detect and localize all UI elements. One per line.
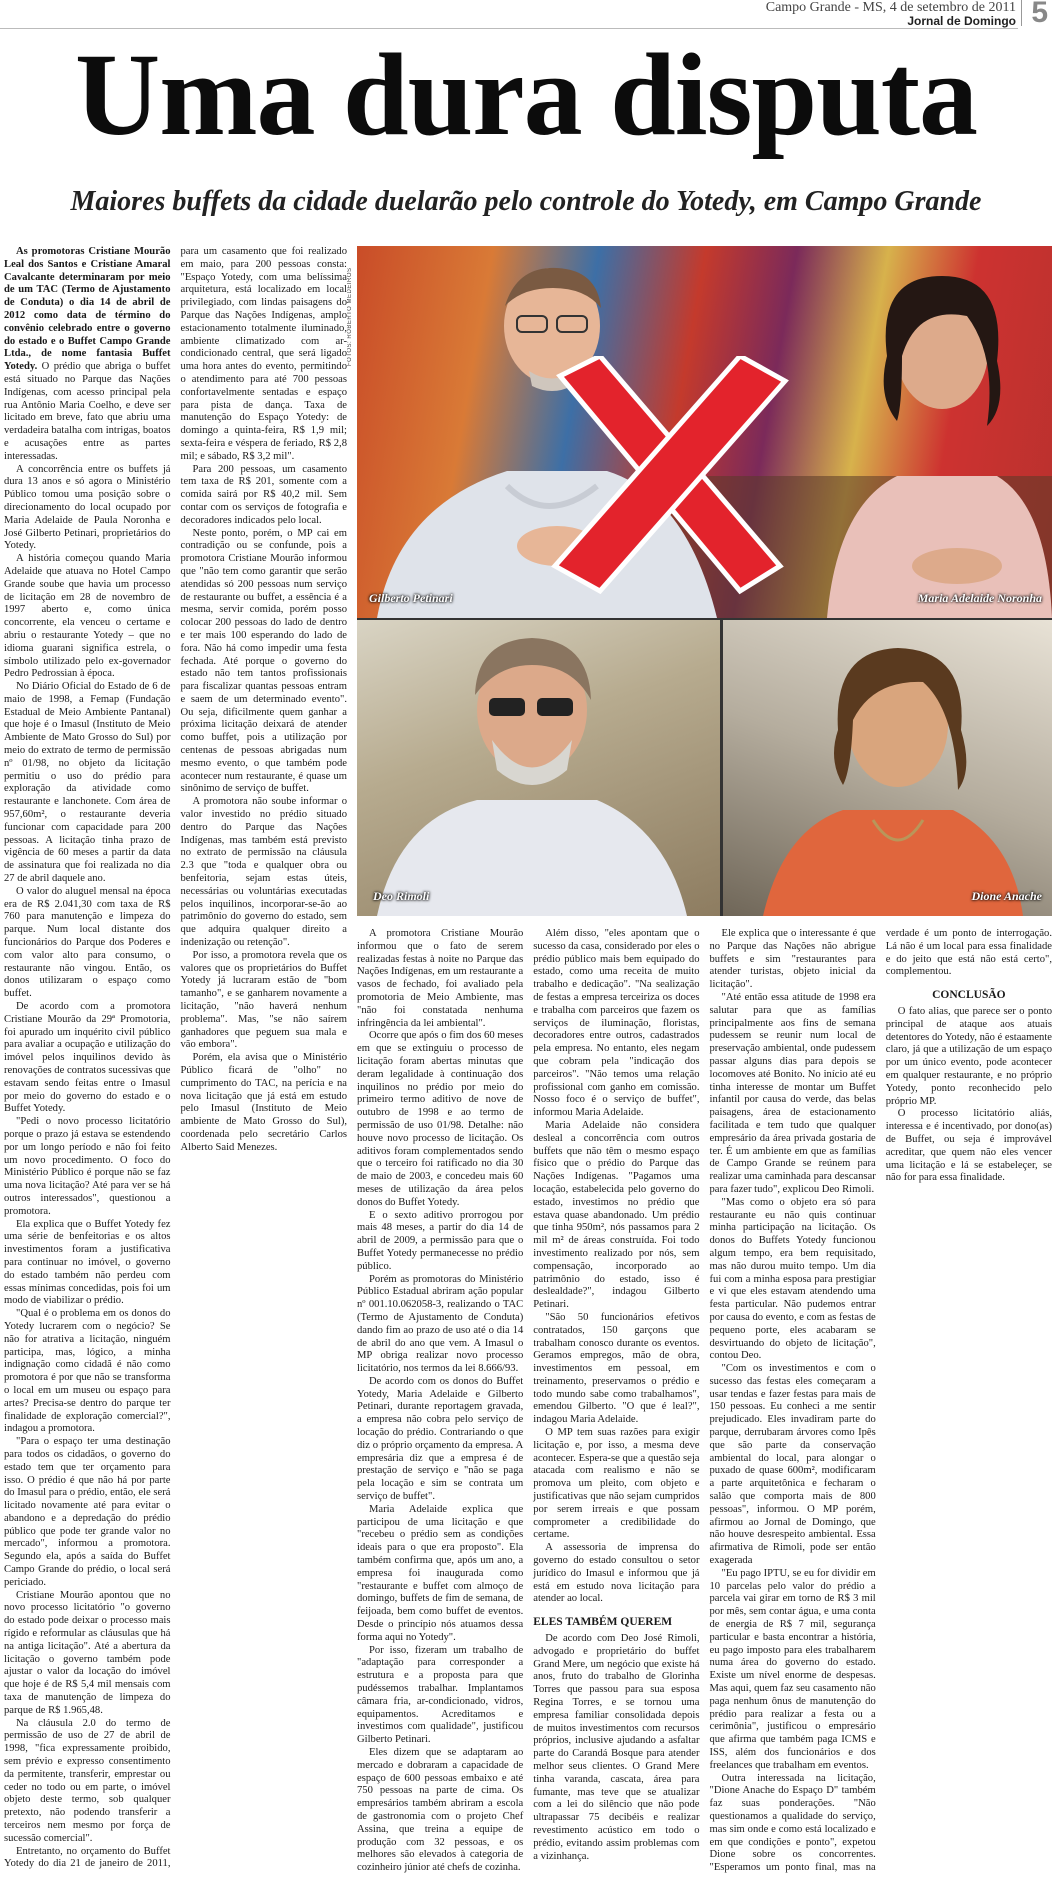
photo-collage (357, 246, 1052, 916)
article-text-left (4, 246, 347, 1876)
caption-dione-anache: Dione Anache (971, 889, 1042, 903)
section-heading-conclusao: CONCLUSÃO (932, 989, 1006, 1002)
header-divider (1021, 0, 1022, 26)
article-paragraph: De acordo com Deo José Rimoli, advogado e proprietário do buffet Grand Mere, um negócio que existe há anos, fruto do trabalho de Glorinha Torres que passou para sua esposa Regina Torres, e se tornou uma empresa familiar consolidada depois de muitos investimentos com recursos próprios, inclusive ajudando a asfaltar parte do Carandá Bosque para atender melhor seus clientes. O Grand Mere tinha varanda, cascata, área para fumante, mas teve que se atualizar com a lei do silêncio que não pode ultrapassar 75 decibéis e realizar revestimento acústico em todo o prédio, evitando assim problemas com a vizinhança. (533, 1633, 700, 1862)
article-paragraph: A promotora não soube informar o valor investido no prédio situado dentro do Parque das Nações Indígenas, mas também está previsto no extrato de permissão na cláusula 2.3 que "toda e qualquer obra ou benfeitoria, sejam estas úteis, necessárias ou voluntárias executadas pelos inquilinos, incorporar-se-ão ao patrimônio do governo do estado, sem que adquira qualquer direito a indenização ou retenção". (180, 796, 347, 949)
article-paragraph: A promotora Cristiane Mourão informou que o fato de serem realizadas festas à noite no Parque das Nações Indígenas, em um restaurante a vasos de fechado, foi avaliado pela promotoria de Meio Ambiente, mas "não foi constatada nenhuma infringência da lei ambiental". (357, 928, 524, 1029)
article-paragraph: Por isso, fizeram um trabalho de "adaptação para corresponder a estrutura e a proposta para que pudéssemos trabalhar. Implantamos câmara fria, ar-condicionado, vidros, equipamentos. Acreditamos e investimos com qualidade", justificou Gilberto Petinari. (357, 1644, 524, 1746)
dione-anache-illustration (723, 620, 1052, 916)
article-paragraph: Maria Adelaide explica que participou de uma licitação e que "recebeu o prédio sem as condições ideais para o que era proposto". Ela também confirma que, após um ano, a empresa foi inaugurada como "restaurante e buffet com almoço de domingo, buffets de fim de semana, de feijoada, bem como buffet de eventos. Desde o princípio nós atuamos dessa forma aqui no Yotedy". (357, 1503, 524, 1643)
article-paragraph: Por isso, a promotora revela que os valores que os proprietários do Buffet Yotedy já lucraram estão de "bom tamanho", e se ganharem novamente a licitação, "não haverá nenhum problema". Mas, "se não saírem ganhadores que peguem sua mala e vão embora". (180, 949, 347, 1051)
article-paragraph: A assessoria de imprensa do governo do estado consultou o setor jurídico do Imasul e informou que já está em estudo nova licitação para atender ao local. (533, 1542, 700, 1605)
article-text-right (357, 928, 1052, 1878)
red-x-mark (555, 356, 785, 591)
article-paragraph: "São 50 funcionários efetivos contratados, 150 garçons que trabalham conosco durante os eventos. Geramos empregos, mão de obra, investimentos em pessoal, em treinamento, preservamos o prédio e todo mundo sabe como trabalhamos", emendou Gilberto. "O que é leal?", indagou Maria Adelaide. (533, 1311, 700, 1426)
article-paragraph: Ela explica que o Buffet Yotedy fez uma série de benfeitorias e os altos investimentos foram a justificativa para continuar no imóvel, o governo do estado também não perdeu com essas mínimas concedidas, pois foi um modo de viabilizar o prédio. (4, 1218, 171, 1307)
article-paragraph: "Qual é o problema em os donos do Yotedy lucrarem com o negócio? Se não for atrativa a licitação, ninguém participa, mas, lógico, a minha indignação como cidadã é não como promotora é por que não se transforma o local em um museu ou espaço para artes? Precisa-se dentro do parque ter finalidade de exploração comercial?", indagou a promotora. (4, 1308, 171, 1435)
red-x-icon (540, 356, 800, 596)
article-paragraph: Além disso, "eles apontam que o sucesso da casa, considerado por eles o prédio público mais bem equipado do estado, como uma receita de muito trabalho e dedicação". "Na sealização de festas a empresa terceiriza os doces e trabalha com parceiros que fazem os serviços de iluminação, floristas, decoradores entre outros, cadastrados pela empresa. No entanto, eles negam que cobram pela "indicação dos parceiros". "Não temos uma relação profissional com ganho em comissão. Nosso foco é o serviço de buffet", informou Maria Adelaide. (533, 928, 700, 1119)
article-paragraph: E o sexto aditivo prorrogou por mais 48 meses, a partir do dia 14 de abril de 2009, a permissão para que o Buffet Yotedy permanecesse no prédio público. (357, 1209, 524, 1272)
page-header (0, 0, 1052, 30)
subheadline: Maiores buffets da cidade duelarão pelo controle do Yotedy, em Campo Grande (70, 186, 982, 217)
article-paragraph: Maria Adelaide não considera desleal a concorrência com outros buffets que não têm o mesmo espaço físico que o prédio do Parque das Nações Indígenas. "Pagamos uma locação, estabelecida pelo governo do estado, investimos no prédio que estava quase abandonado. Um prédio que tinha 950m², nós passamos para 2 mil m² de áreas construída. Foi todo investimento realizado por nós, sem compensação, incorporado ao patrimônio do estado, isso é deslealdade?", indagou Gilberto Petinari. (533, 1119, 700, 1311)
article-paragraph: Ocorre que após o fim dos 60 meses em que se extinguiu o processo de licitação foram abertas minutas que deram legalidade à continuação dos inquilinos no prédio por meio do primeiro termo aditivo de nove de outubro de 1998 e ao termo de permissão de uso 01/98. Detalhe: não houve novo processo de licitação. Os aditivos foram complementados sendo que o terceiro foi ratificado no dia 30 de maio de 2003, e concedeu mais 60 meses de utilização da área pelos donos do Buffet Yotedy. (357, 1030, 524, 1208)
article-paragraph: "Com os investimentos e com o sucesso das festas eles começaram a usar tendas e fazer festas para mais de 150 pessoas. Eu conheci a me sentir prejudicado. Eles invadiram parte do parque, derrubaram árvores como Ipês que são parte da conservação ambiental do local, para alongar o puxado de quase 600m², modificaram a parte arquitetônica e fecharam o salão que comporta mais de 800 pessoas", informou. O MP porém, afirmou ao Jornal de Domingo, que não houve desrespeito ambiental. Essa afirmativa de Rimoli, pode ser então exagerada (709, 1363, 876, 1567)
article-paragraph: Neste ponto, porém, o MP cai em contradição ou se confunde, pois a promotora Cristiane Mourão informou que "não tem como garantir que serão atendidas só 200 pessoas num serviço de restaurante ou buffet, a essência é a mesma, servir comida, porém posso colocar 200 pessoas do lado de dentro e ter mais 100 esperando do lado de fora. Não há como impedir uma festa fechada. Até porque o governo do estado não tem tantos profissionais para fiscalizar quantas pessoas entram e saem de um determinado evento". Ou seja, dificilmente quem ganhar a próxima licitação deixará de atender como buffet, pois a utilização por centenas de pessoas abrigadas num mesmo evento, o que também pode acontecer num restaurante, é quase um sinônimo de serviço de buffet. (180, 527, 347, 795)
article-paragraph: "Até então essa atitude de 1998 era salutar para que as famílias principalmente aos fins de semana pudessem se reunir num local de preservação ambiental, onde pudessem passar alguns dias para depois se locomoves até Bonito. No início até eu tinha interesse de montar um Buffet infantil por causa do verde, das belas paisagens, área de estacionamento facilitada e tem tudo que qualquer empresário da área privada gostaria de ter. É um ambiente em que as famílias de Campo Grande se reúnem para realizar uma caminhada para descansar para fazer tudo", explicou Deo Rimoli. (709, 991, 876, 1195)
photo-dione-anache (723, 620, 1052, 916)
article-paragraph: Entretanto, no orçamento do Buffet Yotedy do dia 21 de janeiro de 2011, para um casamento que foi realizado em maio, para 200 pessoas consta: "Espaço Yotedy, com uma belíssima arquitetura, está localizado em local privilegiado, com lindas paisagens do Parque das Nações Indígenas, amplo estacionamento totalmente iluminado, ambiente climatizado com ar-condicionado central, que será ligado uma hora antes do evento, permitindo o atendimento para até 700 pessoas confortavelmente sentadas e espaço para pista de dança. Taxa de manutenção do Espaço Yotedy: de domingo a quinta-feira, R$ 1,9 mil; sexta-feira e véspera de feriado, R$ 2,8 mil; e sábado, R$ 3,2 mil". (4, 246, 347, 1870)
lead-rest-text: O prédio que abriga o buffet está situado no Parque das Nações Indígenas, com acesso principal pela rua Antônio Maria Coelho, e deve ser licitado em breve, fato que abriu uma verdadeira batalha com intrigas, boatos e acusações entre as partes interessadas. (4, 361, 171, 462)
section-heading-eles-tambem-querem: ELES TAMBÉM QUEREM (533, 1616, 673, 1629)
deo-rimoli-illustration (357, 620, 720, 916)
photo-deo-rimoli (357, 620, 720, 916)
article-paragraph: Na cláusula 2.0 do termo de permissão de uso de 27 de abril de 1998, "fica expressamente proibido, sem prévio e expresso consentimento da permitente, transferir, emprestar ou ceder no todo ou em parte, o imóvel objeto deste termo, sob qualquer pretexto, não podendo transferir a terceiros nem mesmo por força de sucessão comercial". (4, 1717, 171, 1844)
article-paragraph: Para 200 pessoas, um casamento tem taxa de R$ 201, somente com a comida sairá por R$ 40,2 mil. Sem contar com os serviços de fotografia e decoradores indicados pelo local. (180, 463, 347, 526)
article-paragraph: Outra interessada na licitação, "Dione Anache do Espaço D" também faz suas ponderações. "Não questionamos a qualidade do serviço, mas sim onde e como está localizado e em que condições e ponto", expetou Dione sobre os concorrentes. "Esperamos um ponto final, mas na verdade é um ponto de interrogação. Lá não é um local para essa finalidade e do jeito que está não está certo", complementou. (709, 928, 1052, 1874)
caption-gilberto-petinari: Gilberto Petinari (369, 591, 453, 605)
article-paragraph: Porém as promotoras do Ministério Público Estadual abriram ação popular nº 001.10.062058-3, realizando o TAC (Termo de Ajustamento de Conduta) dando fim ao prazo de uso até o dia 14 de abril do ano que vem. A Imasul o MP obriga realizar novo processo licitatório, nos termos da lei 8.666/93. (357, 1273, 524, 1375)
article-paragraph: "Eu pago IPTU, se eu for dividir em 10 parcelas pelo valor do prédio a parcela vai girar em torno de R$ 3 mil por mês, sem contar água, e uma conta de energia de R$ 7 mil, segurança particular e basta encontrar a história, eu pago imposto para eles trabalharem numa área do governo do estado. Existe um nível enorme de despesas. Mas aqui, quem faz seu casamento não paga nenhum ônus de manutenção do prédio para realizar a festa ou a cerimônia", justificou o empresário que afirma que também paga ICMS e ISS, além dos funcionários e dos freelances que trabalham em eventos. (709, 1567, 876, 1771)
lead-text: As promotoras Cristiane Mourão Leal dos Santos e Cristiane Amaral Cavalcante determinaram por meio de um TAC (Termo de Ajustamento de Conduta) o dia 14 de abril de 2012 como data de término do convênio celebrado entre o governo do estado e o Buffet Campo Grande Ltda., de nome fantasia Buffet Yotedy. (4, 246, 171, 373)
newspaper-name: Jornal de Domingo (907, 14, 1016, 28)
article-paragraph: "Pedi o novo processo licitatório porque o prazo já estava se estendendo por um longo período e não foi feito um novo procedimento. O foco do Ministério Público é porque não se faz uma nova licitação? Até para ver se há outros interessados", questionou a promotora. (4, 1116, 171, 1217)
article-paragraph: No Diário Oficial do Estado de 6 de maio de 1998, a Femap (Fundação Estadual de Meio Ambiente Pantanal) que hoje é o Imasul (Instituto de Meio Ambiente de Mato Grosso do Sul) por meio do extrato de termo de permissão nº 01/98, no objeto da licitação permitiu o uso do prédio para exploração da atividade como restaurante e lanchonete. Com área de 957,60m², o restaurante deveria funcionar com capacidade para 200 pessoas. A licitação tinha prazo de vigência de 60 meses a partir da data de assinatura que foi realizada no dia 27 de abril daquele ano. (4, 681, 171, 885)
article-paragraph: Cristiane Mourão apontou que no novo processo licitatório "o governo do estado pode deixar o processo mais rígido e reformular as cláusulas que há na antiga licitação". Até a abertura da licitação o governo também pode ajustar o valor da locação do imóvel que hoje é de R$ 5,4 mil mensais com taxa de manutenção de limpeza do parque de R$ 1.965,48. (4, 1589, 171, 1716)
article-lead (4, 246, 171, 464)
article-paragraph: De acordo com a promotora Cristiane Mourão da 29ª Promotoria, foi apurado um inquérito civil público para avaliar a ocupação e utilização do imóvel pelos inquilinos devido às renovações de contratos sucessivas que estavam sendo feitas entre o Imasul por meio do governo do estado e o Buffet Yotedy. (4, 1001, 171, 1115)
page-number: 5 (1031, 0, 1048, 29)
article-right-columns (357, 928, 1052, 1878)
place-date: Campo Grande - MS, 4 de setembro de 2011 (765, 0, 1016, 15)
article-paragraph: A concorrência entre os buffets já dura 13 anos e só agora o Ministério Público tomou uma posição sobre o direcionamento do local ocupado por Maria Adelaide de Paula Noronha e José Gilberto Petinari, proprietários do Yotedy. (4, 463, 171, 552)
article-paragraph: O MP tem suas razões para exigir licitação e, por isso, a mesma deve acontecer. Espera-se que a questão seja atacada com realismo e não se promova um pleito, com objeto e justificativas que não sejam cumpridos por serem irreais e que possam comprometer a credibilidade do certame. (533, 1427, 700, 1541)
caption-maria-adelaide: Maria Adelaide Noronha (917, 591, 1042, 605)
article-paragraph: "Mas como o objeto era só para restaurante eu não quis continuar minha participação na licitação. Os donos do Buffets Yotedy funcionou algum tempo, era bem requisitado, mas não durou muito tempo. Um dia fui com a minha esposa para prestigiar e vi que eles estavam atendendo uma festa particular. Não pudemos entrar por causa do evento, e com as festas de pequeno porte, eles acabaram se desvirtuando do objeto de licitação", contou Deo. (709, 1196, 876, 1362)
article-paragraph: "Para o espaço ter uma destinação para todos os cidadãos, o governo do estado tem que ter orçamento para isso. O prédio é que não há por parte do Imasul para o prédio, então, ele será licitado novamente até para evitar o abandono e a depredação do prédio público que pode ter grande valor no mercado", informou a promotora. Segundo ela, após a saída do Buffet Campo Grande do prédio, o local será periciado. (4, 1436, 171, 1588)
article-paragraph: A história começou quando Maria Adelaide que atuava no Hotel Campo Grande soube que havia um processo de licitação em 28 de novembro de 1997 aberto e, como única concorrente, ela venceu o certame e abriu o restaurante Yotedy – que no idioma guarani significa estrela, o símbolo utilizado pelo ex-governador Pedro Pedrossian à época. (4, 553, 171, 680)
article-paragraph: Eles dizem que se adaptaram ao mercado e dobraram a capacidade de espaço de 600 pessoas embaixo e até 750 pessoas na parte de cima. Os empresários também abriram a escola de gastronomia com o projeto Chef Assina, que treina a equipe de produção com 32 pessoas, e os melhores são elevados à categoria de cozinheiro júnior até chefs de cozinha. (357, 1747, 524, 1874)
article-paragraph: De acordo com os donos do Buffet Yotedy, Maria Adelaide e Gilberto Petinari, durante reportagem gravada, a empresa não cobra pelo serviço de locação do prédio. Contrariando o que diz o próprio orçamento da empresa. A empresária diz que a empresa é de prestação de serviço e "não se paga pela locação e sim se contrata um serviço de buffet". (357, 1375, 524, 1503)
headline: Uma dura disputa (74, 29, 977, 160)
caption-deo-rimoli: Deo Rimoli (373, 889, 430, 903)
article-paragraph: O processo licitatório aliás, interessa e é incentivado, por dono(as) de Buffet, ou seja é improvável acreditar, que quem não eles vencer uma licitação e lá se estabeleçer, se não for para essa finalidade. (885, 1108, 1052, 1184)
article-paragraph: Ele explica que o interessante é que no Parque das Nações não abrigue buffets e sim "restaurantes para atender turistas, objeto inicial da licitação". (709, 928, 876, 991)
photo-credit: FOTOS: ROBERTO MEDEIROS (347, 267, 353, 366)
article-paragraph: Porém, ela avisa que o Ministério Público ficará de "olho" no cumprimento do TAC, na perícia e na nova licitação que já está em estudo pelo Imasul (Instituto de Meio ambiente de Mato Grosso do Sul), coordenada pelo secretário Carlos Alberto Said Menezes. (180, 1052, 347, 1153)
article-paragraph: O valor do aluguel mensal na época era de R$ 2.041,30 com taxa de R$ 760 para manutenção e limpeza do parque. Num local distante dos funcionários do Parque dos Poderes e com valor alto para consumo, o restaurante não vingou. Então, os donos utilizaram o espaço como buffet. (4, 885, 171, 1000)
article-paragraph: O fato alias, que parece ser o ponto principal de ataque aos atuais detentores do Yotedy, não é estaamente claro, já que a utilização de um espaço por um único evento, pode acontecer em qualquer restaurante, e no próprio Yotedy, ponto reconhecido pelo próprio MP. (885, 1005, 1052, 1107)
article-left-columns (4, 246, 347, 1876)
